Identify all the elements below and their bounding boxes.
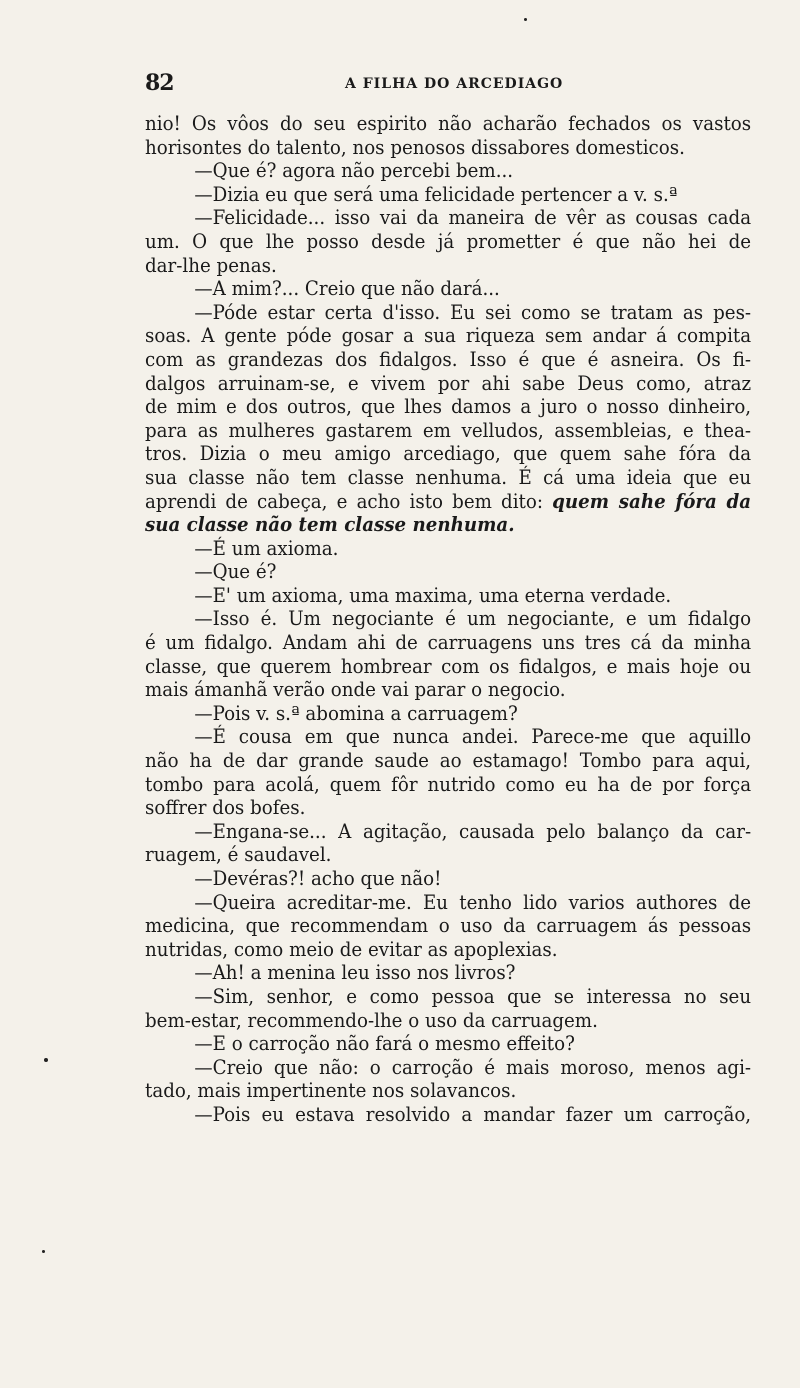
- line-text: medicina, que recommendam o uso da carruagem ás pessoas: [145, 914, 752, 938]
- text-line: [145, 112, 751, 136]
- text-line: [145, 395, 751, 419]
- text-line: [145, 372, 751, 396]
- line-text: tado, mais impertinente nos solavancos.: [145, 1079, 517, 1103]
- text-line: [145, 749, 751, 773]
- text-line: [145, 348, 751, 372]
- line-text: soas. A gente póde gosar a sua riqueza sem andar á compita: [145, 324, 752, 348]
- text-line: [145, 820, 751, 844]
- text-line: [145, 914, 751, 938]
- line-text: —Pois v. s.ª abomina a carruagem?: [194, 701, 518, 725]
- line-text: sua classe não tem classe nenhuma. É cá uma ideia que eu: [145, 465, 752, 489]
- text-line: [145, 183, 751, 207]
- italic-quote: quem sahe fóra da: [552, 489, 752, 513]
- line-text: —Dizia eu que será uma felicidade pertencer a v. s.ª: [194, 182, 678, 206]
- text-line: [145, 136, 751, 160]
- line-text: —Que é? agora não percebi bem...: [194, 159, 514, 183]
- text-line: [145, 867, 751, 891]
- line-text: —Felicidade... isso vai da maneira de vêr as cousas cada: [194, 206, 752, 230]
- text-line: [145, 678, 751, 702]
- line-text: —E' um axioma, uma maxima, uma eterna verdade.: [194, 583, 672, 607]
- page-header: [145, 70, 751, 100]
- line-text: com as grandezas dos fidalgos. Isso é que é asneira. Os fi-: [145, 347, 752, 371]
- text-line: [145, 560, 751, 584]
- line-text: —Queira acreditar-me. Eu tenho lido varios authores de: [194, 890, 752, 914]
- line-text: é um fidalgo. Andam ahi de carruagens uns tres cá da minha: [145, 631, 752, 655]
- line-text: —Ah! a menina leu isso nos livros?: [194, 961, 516, 985]
- text-line: [145, 631, 751, 655]
- text-line: [145, 985, 751, 1009]
- line-text: —E o carroção não fará o mesmo effeito?: [194, 1032, 575, 1056]
- text-line: [145, 584, 751, 608]
- line-text: tombo para acolá, quem fôr nutrido como eu ha de por força: [145, 772, 752, 796]
- running-title: A FILHA DO ARCEDIAGO: [345, 76, 564, 92]
- text-line: [145, 419, 751, 443]
- text-line: [145, 796, 751, 820]
- line-text: aprendi de cabeça, e acho isto bem dito:: [145, 489, 553, 513]
- line-text: tros. Dizia o meu amigo arcediago, que quem sahe fóra da: [145, 442, 752, 466]
- text-line: [145, 938, 751, 962]
- ink-speck: [44, 1058, 48, 1062]
- text-line: [145, 1079, 751, 1103]
- text-line: [145, 301, 751, 325]
- text-line: [145, 607, 751, 631]
- line-text: bem-estar, recommendo-lhe o uso da carruagem.: [145, 1008, 598, 1032]
- line-text: —Que é?: [194, 560, 277, 584]
- line-text: —Creio que não: o carroção é mais moroso, menos agi-: [194, 1055, 752, 1079]
- text-line: [145, 442, 751, 466]
- page-number: 82: [145, 70, 174, 96]
- line-text: ruagem, é saudavel.: [145, 843, 332, 867]
- text-line: [145, 159, 751, 183]
- line-text: —A mim?... Creio que não dará...: [194, 277, 500, 301]
- text-line: [145, 843, 751, 867]
- line-text: —Engana-se... A agitação, causada pelo balanço da car-: [194, 819, 752, 843]
- line-text: horisontes do talento, nos penosos dissabores domesticos.: [145, 135, 685, 159]
- line-text: soffrer dos bofes.: [145, 796, 306, 820]
- text-line: [145, 490, 751, 514]
- text-line: [145, 1032, 751, 1056]
- text-line: [145, 206, 751, 230]
- line-text: de mim e dos outros, que lhes damos a juro o nosso dinheiro,: [145, 395, 752, 419]
- line-text: não ha de dar grande saude ao estamago! Tombo para aqui,: [145, 749, 752, 773]
- text-line: [145, 702, 751, 726]
- text-line: [145, 537, 751, 561]
- text-line: [145, 1056, 751, 1080]
- text-line: [145, 254, 751, 278]
- line-text: para as mulheres gastarem em velludos, assembleias, e thea-: [145, 418, 752, 442]
- line-text: mais ámanhã verão onde vai parar o negocio.: [145, 678, 566, 702]
- line-text: —Póde estar certa d'isso. Eu sei como se tratam as pes-: [194, 300, 752, 324]
- line-text: —Sim, senhor, e como pessoa que se interessa no seu: [194, 984, 752, 1008]
- italic-quote: sua classe não tem classe nenhuma.: [145, 513, 515, 537]
- text-line: [145, 891, 751, 915]
- line-text: classe, que querem hombrear com os fidalgos, e mais hoje ou: [145, 654, 752, 678]
- text-line: [145, 513, 751, 537]
- text-line: [145, 230, 751, 254]
- text-line: [145, 1103, 751, 1127]
- line-text: —Devéras?! acho que não!: [194, 867, 442, 890]
- text-line: [145, 961, 751, 985]
- text-line: [145, 277, 751, 301]
- ink-speck: [42, 1250, 45, 1253]
- line-text: um. O que lhe posso desde já prometter é que não hei de: [145, 229, 752, 253]
- line-text: —Pois eu estava resolvido a mandar fazer um carroção,: [194, 1102, 752, 1126]
- text-line: [145, 725, 751, 749]
- line-text: dar-lhe penas.: [145, 253, 277, 277]
- ink-speck: [524, 18, 527, 21]
- line-text: —É cousa em que nunca andei. Parece-me que aquillo: [194, 725, 752, 749]
- text-line: [145, 773, 751, 797]
- line-text: nutridas, como meio de evitar as apoplexias.: [145, 937, 558, 961]
- text-line: [145, 324, 751, 348]
- line-text: dalgos arruinam-se, e vivem por ahi sabe Deus como, atraz: [145, 371, 752, 395]
- text-line: [145, 1009, 751, 1033]
- body-text: [145, 112, 751, 1127]
- line-text: nio! Os vôos do seu espirito não acharão fechados os vastos: [145, 112, 752, 135]
- line-text: —Isso é. Um negociante é um negociante, e um fidalgo: [194, 607, 752, 631]
- text-line: [145, 466, 751, 490]
- line-text: —É um axioma.: [194, 536, 339, 560]
- text-line: [145, 655, 751, 679]
